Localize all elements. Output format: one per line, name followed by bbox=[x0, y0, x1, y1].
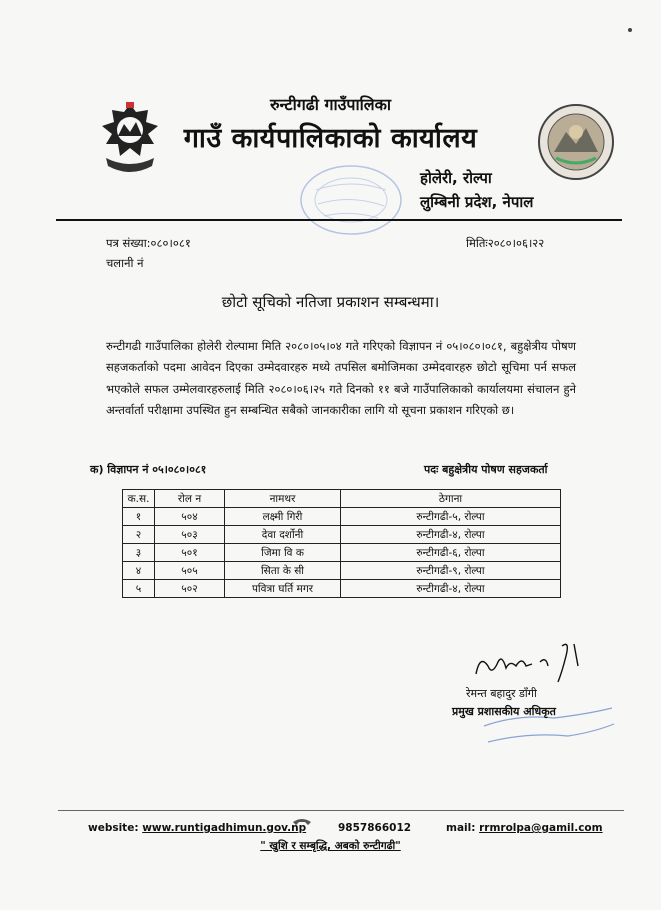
faint-stamp-mark bbox=[296, 160, 406, 240]
municipality-name: रुन्टीगढी गाउँपालिका bbox=[269, 95, 392, 114]
header-name: नामथर bbox=[225, 490, 341, 508]
cell-roll: ५०३ bbox=[155, 526, 225, 544]
cell-name: पवित्रा घर्ति मगर bbox=[225, 580, 341, 598]
cell-roll: ५०४ bbox=[155, 508, 225, 526]
reference-number: पत्र संख्या:०८०।०८१ bbox=[106, 236, 191, 250]
website-label: website: bbox=[88, 822, 143, 834]
cell-name: लक्ष्मी गिरी bbox=[225, 508, 341, 526]
cell-serial: २ bbox=[123, 526, 155, 544]
mail-link[interactable]: rrmrolpa@gamil.com bbox=[479, 822, 603, 834]
cell-name: सिता के सी bbox=[225, 562, 341, 580]
signatory-name: रेमन्त बहादुर डाँगी bbox=[466, 687, 537, 700]
footer-divider bbox=[58, 810, 624, 811]
phone-number: 9857866012 bbox=[338, 822, 412, 834]
table-row bbox=[123, 580, 561, 598]
table-row bbox=[123, 544, 561, 562]
header-divider bbox=[56, 219, 622, 221]
cell-address: रुन्टीगढी-४, रोल्पा bbox=[341, 526, 561, 544]
results-table bbox=[122, 489, 561, 598]
handwritten-signature bbox=[470, 636, 590, 686]
table-header-row bbox=[123, 490, 561, 508]
cell-roll: ५०५ bbox=[155, 562, 225, 580]
cell-name: जिमा वि क bbox=[225, 544, 341, 562]
address-line-2: लुम्बिनी प्रदेश, नेपाल bbox=[420, 193, 534, 211]
chalani-number: चलानी नं bbox=[106, 256, 144, 270]
cell-address: रुन्टीगढी-५, रोल्पा bbox=[341, 508, 561, 526]
header-serial: क.स. bbox=[123, 490, 155, 508]
cell-address: रुन्टीगढी-६, रोल्पा bbox=[341, 544, 561, 562]
cell-roll: ५०२ bbox=[155, 580, 225, 598]
cell-roll: ५०१ bbox=[155, 544, 225, 562]
cell-address: रुन्टीगढी-९, रोल्पा bbox=[341, 562, 561, 580]
website-line bbox=[88, 822, 306, 834]
cell-serial: ४ bbox=[123, 562, 155, 580]
address-line-1: होलेरी, रोल्पा bbox=[420, 169, 492, 187]
mail-line bbox=[446, 822, 603, 834]
letter-subject: छोटो सूचिको नतिजा प्रकाशन सम्बन्धमा। bbox=[221, 293, 440, 311]
advert-number: क) विज्ञापन नं ०५।०८०।०८१ bbox=[90, 463, 207, 476]
table-row bbox=[123, 526, 561, 544]
cell-name: देवा दर्शोनी bbox=[225, 526, 341, 544]
header-address: ठेगाना bbox=[341, 490, 561, 508]
cell-address: रुन्टीगढी-४, रोल्पा bbox=[341, 580, 561, 598]
signatory-title: प्रमुख प्रशासकीय अधिकृत bbox=[452, 705, 556, 718]
cell-serial: ३ bbox=[123, 544, 155, 562]
cell-serial: ५ bbox=[123, 580, 155, 598]
letter-body: रुन्टीगढी गाउँपालिका होलेरी रोल्पामा मिति २०८०।०५।०४ गते गरिएको विज्ञापन नं ०५।०८०।०८१, बहुक्षेत्रीय पोषण सहजकर्ताको पदमा आवेदन दिएका उम्मेदवारहरु मध्ये तपसिल बमोजिमका उम्मेदवारहरु छोटो सूचिमा पर्न सफल भएकोले सफल उम्मेलवारहरुलाई मिति २०८०।०६।२५ गते दिनको ११ बजे गाउँपालिकाको कार्यालयमा संचालन हुने अन्तर्वार्ता परीक्षामा उपस्थित हुन सम्बन्धित सबैको जानकारीका लागि यो सूचना प्रकाशन गरिएको छ। bbox=[106, 339, 576, 417]
post-name: पदः बहुक्षेत्रीय पोषण सहजकर्ता bbox=[424, 463, 548, 476]
mail-label: mail: bbox=[446, 822, 480, 834]
table-row bbox=[123, 508, 561, 526]
phone-icon bbox=[292, 816, 312, 826]
slogan: " खुशि र सम्बृद्धि, अबको रुन्टीगढी" bbox=[260, 840, 401, 852]
table-row bbox=[123, 562, 561, 580]
letter-date: मितिः२०८०।०६।२२ bbox=[466, 236, 545, 250]
office-title: गाउँ कार्यपालिकाको कार्यालय bbox=[183, 123, 478, 154]
cell-serial: १ bbox=[123, 508, 155, 526]
website-link[interactable]: www.runtigadhimun.gov.np bbox=[142, 822, 307, 834]
speck bbox=[628, 28, 632, 32]
header-roll: रोल न bbox=[155, 490, 225, 508]
slogan-line bbox=[0, 839, 661, 853]
